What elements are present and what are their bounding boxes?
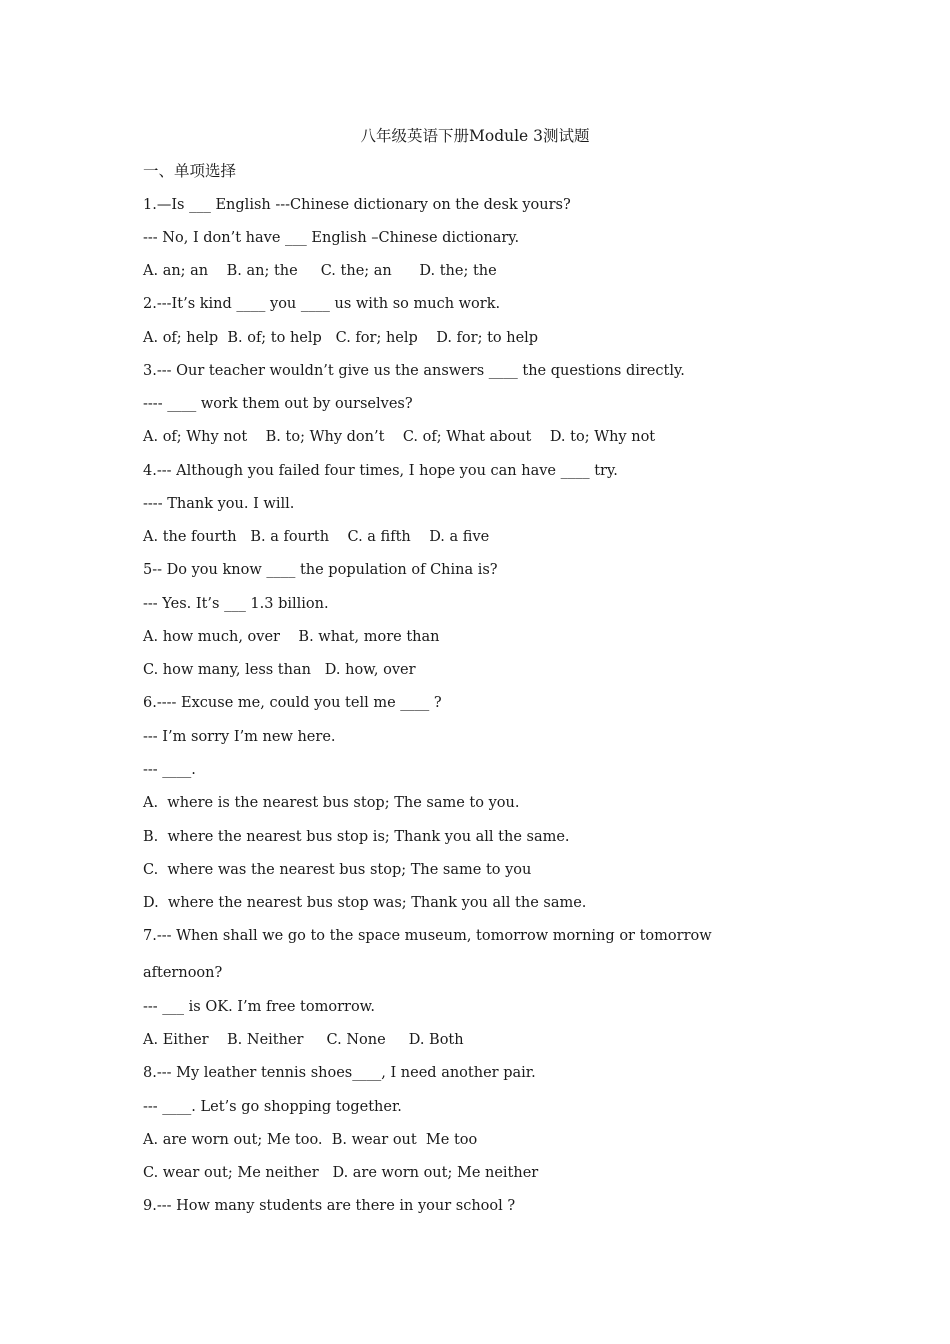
options-line: A. Either B. Neither C. None D. Both — [143, 1032, 464, 1048]
options-line: B. where the nearest bus stop is; Thank you all the same. — [143, 829, 570, 845]
question-line: 6.---- Excuse me, could you tell me ____ ? — [143, 695, 442, 711]
question-line: --- I’m sorry I’m new here. — [143, 729, 336, 745]
question-line: --- Yes. It’s ___ 1.3 billion. — [143, 596, 329, 612]
question-line: 3.--- Our teacher wouldn’t give us the answers ____ the questions directly. — [143, 363, 685, 379]
options-line: A. are worn out; Me too. B. wear out Me too — [143, 1132, 478, 1148]
section-heading: 一、单项选择 — [143, 162, 237, 180]
question-line: 4.--- Although you failed four times, I hope you can have ____ try. — [143, 463, 618, 479]
options-line: D. where the nearest bus stop was; Thank you all the same. — [143, 895, 587, 911]
options-line: A. where is the nearest bus stop; The same to you. — [143, 795, 520, 811]
document-title: 八年级英语下册Module 3测试题 — [360, 127, 590, 145]
question-line: --- ___ is OK. I’m free tomorrow. — [143, 999, 375, 1015]
options-line: A. an; an B. an; the C. the; an D. the; the — [143, 263, 497, 279]
options-line: A. how much, over B. what, more than — [143, 629, 440, 645]
question-line: afternoon? — [143, 965, 223, 981]
question-line: --- ____. — [143, 762, 196, 778]
options-line: A. of; help B. of; to help C. for; help D. for; to help — [143, 330, 539, 346]
options-line: A. the fourth B. a fourth C. a fifth D. a five — [143, 529, 490, 545]
question-line: 9.--- How many students are there in your school ? — [143, 1198, 516, 1214]
options-line: C. how many, less than D. how, over — [143, 662, 416, 678]
question-line: 8.--- My leather tennis shoes____, I need another pair. — [143, 1065, 536, 1081]
question-line: 2.---It’s kind ____ you ____ us with so much work. — [143, 296, 501, 312]
options-line: A. of; Why not B. to; Why don’t C. of; What about D. to; Why not — [143, 429, 656, 445]
question-line: --- No, I don’t have ___ English –Chinese dictionary. — [143, 230, 520, 246]
question-line: --- ____. Let’s go shopping together. — [143, 1099, 402, 1115]
options-line: C. where was the nearest bus stop; The same to you — [143, 862, 532, 878]
question-line: 1.—Is ___ English ---Chinese dictionary on the desk yours? — [143, 197, 571, 213]
question-line: ---- Thank you. I will. — [143, 496, 295, 512]
question-line: 5-- Do you know ____ the population of China is? — [143, 562, 498, 578]
options-line: C. wear out; Me neither D. are worn out; Me neither — [143, 1165, 539, 1181]
question-line: ---- ____ work them out by ourselves? — [143, 396, 413, 412]
question-line: 7.--- When shall we go to the space museum, tomorrow morning or tomorrow — [143, 928, 712, 944]
